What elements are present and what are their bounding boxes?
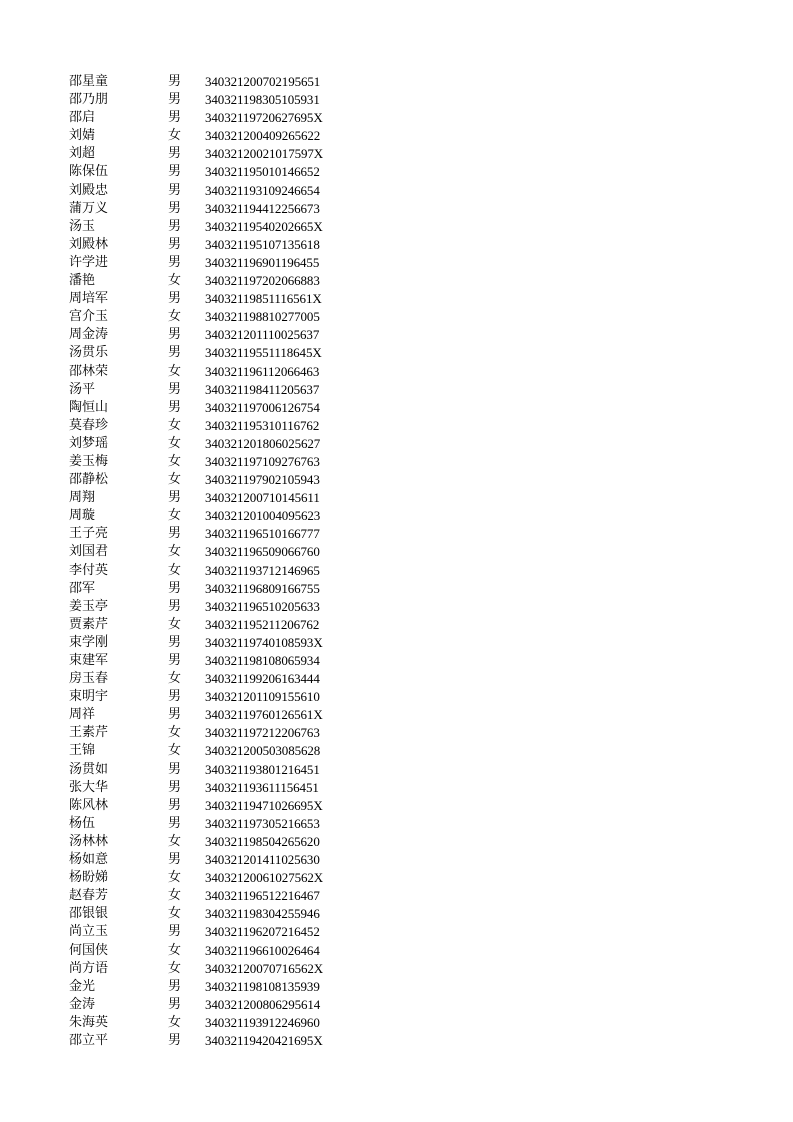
id-number-cell: 340321194412256673 <box>205 200 320 216</box>
id-number-cell: 340321193801216451 <box>205 761 320 777</box>
id-number-cell: 340321196112066463 <box>205 363 320 379</box>
table-row <box>0 688 793 706</box>
table-row <box>0 127 793 145</box>
table-row <box>0 109 793 127</box>
id-number-cell: 34032119540202665X <box>205 218 323 234</box>
name-cell: 刘国君 <box>69 544 109 560</box>
table-row <box>0 489 793 507</box>
name-cell: 陈保伍 <box>69 164 109 180</box>
table-row <box>0 761 793 779</box>
gender-cell: 女 <box>168 544 182 560</box>
table-row <box>0 453 793 471</box>
gender-cell: 女 <box>168 743 182 759</box>
gender-cell: 男 <box>168 490 182 506</box>
table-row <box>0 869 793 887</box>
name-cell: 李付英 <box>69 562 109 578</box>
gender-cell: 男 <box>168 236 182 252</box>
gender-cell: 女 <box>168 906 182 922</box>
gender-cell: 男 <box>168 797 182 813</box>
name-cell: 陈风林 <box>69 797 109 813</box>
table-row <box>0 525 793 543</box>
person-list <box>0 73 793 1050</box>
id-number-cell: 34032119471026695X <box>205 797 323 813</box>
gender-cell: 男 <box>168 761 182 777</box>
id-number-cell: 34032120061027562X <box>205 870 324 886</box>
gender-cell: 女 <box>168 833 182 849</box>
name-cell: 尚立玉 <box>69 924 109 940</box>
table-row <box>0 363 793 381</box>
id-number-cell: 340321196510166777 <box>205 526 320 542</box>
table-row <box>0 815 793 833</box>
gender-cell: 男 <box>168 653 182 668</box>
id-number-cell: 340321193611156451 <box>205 779 319 795</box>
gender-cell: 女 <box>168 870 182 886</box>
gender-cell: 女 <box>168 417 182 433</box>
name-cell: 周金涛 <box>69 327 109 343</box>
id-number-cell: 340321198504265620 <box>205 833 320 849</box>
name-cell: 杨如意 <box>69 852 109 868</box>
table-row <box>0 91 793 109</box>
id-number-cell: 340321197212206763 <box>205 725 320 741</box>
id-number-cell: 340321198304255946 <box>205 906 320 922</box>
id-number-cell: 340321196510205633 <box>205 598 320 614</box>
id-number-cell: 340321199206163444 <box>205 671 320 687</box>
id-number-cell: 340321200503085628 <box>205 743 321 759</box>
name-cell: 王素芹 <box>69 725 109 741</box>
name-cell: 邵林荣 <box>69 363 109 379</box>
name-cell: 潘艳 <box>69 273 96 289</box>
gender-cell: 男 <box>168 689 182 705</box>
table-row <box>0 399 793 417</box>
id-number-cell: 340321196512216467 <box>205 888 320 904</box>
id-number-cell: 340321197109276763 <box>205 453 320 469</box>
name-cell: 汤林林 <box>69 833 109 849</box>
gender-cell: 男 <box>168 526 182 542</box>
table-row <box>0 1032 793 1050</box>
id-number-cell: 340321201110025637 <box>205 327 320 343</box>
table-row <box>0 200 793 218</box>
gender-cell: 男 <box>168 254 182 270</box>
name-cell: 金涛 <box>69 996 96 1012</box>
gender-cell: 男 <box>168 852 182 868</box>
gender-cell: 男 <box>168 92 182 108</box>
name-cell: 宫介玉 <box>69 309 109 325</box>
name-cell: 贾素芹 <box>69 616 109 632</box>
name-cell: 刘殿林 <box>69 236 109 252</box>
id-number-cell: 34032119420421695X <box>205 1032 323 1048</box>
name-cell: 周璇 <box>69 508 96 524</box>
id-number-cell: 340321195310116762 <box>205 417 320 433</box>
gender-cell: 男 <box>168 634 182 650</box>
id-number-cell: 340321197305216653 <box>205 815 320 831</box>
table-row <box>0 960 793 978</box>
id-number-cell: 340321196809166755 <box>205 580 320 596</box>
id-number-cell: 340321193712146965 <box>205 562 320 578</box>
gender-cell: 女 <box>168 616 182 632</box>
gender-cell: 女 <box>168 508 182 524</box>
table-row <box>0 218 793 236</box>
table-row <box>0 471 793 489</box>
id-number-cell: 34032119740108593X <box>205 634 323 650</box>
name-cell: 赵春芳 <box>69 888 109 904</box>
id-number-cell: 340321195010146652 <box>205 164 320 180</box>
name-cell: 邵星童 <box>69 74 109 89</box>
id-number-cell: 340321198305105931 <box>205 92 320 108</box>
table-row <box>0 670 793 688</box>
gender-cell: 男 <box>168 779 182 795</box>
name-cell: 刘殿忠 <box>69 182 109 198</box>
id-number-cell: 340321201109155610 <box>205 689 320 705</box>
table-row <box>0 73 793 91</box>
table-row <box>0 344 793 362</box>
gender-cell: 男 <box>168 978 182 994</box>
table-row <box>0 1014 793 1032</box>
id-number-cell: 34032119760126561X <box>205 707 323 723</box>
name-cell: 周培军 <box>69 291 109 307</box>
name-cell: 朱海英 <box>69 1014 109 1030</box>
id-number-cell: 340321198108135939 <box>205 978 320 994</box>
table-row <box>0 562 793 580</box>
id-number-cell: 340321200702195651 <box>205 74 321 89</box>
gender-cell: 女 <box>168 942 182 958</box>
name-cell: 陶恒山 <box>69 399 109 415</box>
gender-cell: 女 <box>168 309 182 325</box>
gender-cell: 男 <box>168 74 182 89</box>
name-cell: 邵乃朋 <box>69 92 109 108</box>
name-cell: 何国侠 <box>69 942 109 958</box>
name-cell: 杨伍 <box>69 815 96 831</box>
name-cell: 莫春珍 <box>69 417 109 433</box>
table-row <box>0 724 793 742</box>
table-row <box>0 182 793 200</box>
table-row <box>0 381 793 399</box>
id-number-cell: 340321200710145611 <box>205 490 320 506</box>
table-row <box>0 978 793 996</box>
table-row <box>0 326 793 344</box>
name-cell: 许学进 <box>69 254 109 270</box>
table-row <box>0 254 793 272</box>
table-row <box>0 435 793 453</box>
gender-cell: 男 <box>168 815 182 831</box>
name-cell: 周祥 <box>69 707 96 723</box>
table-row <box>0 308 793 326</box>
table-row <box>0 905 793 923</box>
table-row <box>0 634 793 652</box>
table-row <box>0 290 793 308</box>
id-number-cell: 340321201411025630 <box>205 852 320 868</box>
id-number-cell: 340321198810277005 <box>205 309 320 325</box>
id-number-cell: 340321196610026464 <box>205 942 320 958</box>
table-row <box>0 616 793 634</box>
gender-cell: 男 <box>168 381 182 397</box>
gender-cell: 女 <box>168 888 182 904</box>
name-cell: 张大华 <box>69 779 109 795</box>
name-cell: 邵银银 <box>69 906 109 922</box>
gender-cell: 男 <box>168 1032 182 1048</box>
table-row <box>0 236 793 254</box>
name-cell: 周翔 <box>69 490 96 506</box>
table-row <box>0 417 793 435</box>
table-row <box>0 580 793 598</box>
gender-cell: 男 <box>168 146 182 162</box>
table-row <box>0 706 793 724</box>
name-cell: 刘超 <box>69 146 96 162</box>
id-number-cell: 340321197006126754 <box>205 399 320 415</box>
id-number-cell: 340321196901196455 <box>205 254 320 270</box>
gender-cell: 男 <box>168 924 182 940</box>
gender-cell: 男 <box>168 200 182 216</box>
table-row <box>0 145 793 163</box>
id-number-cell: 340321193109246654 <box>205 182 320 198</box>
name-cell: 邵静松 <box>69 472 109 488</box>
name-cell: 刘梦瑶 <box>69 435 109 451</box>
gender-cell: 女 <box>168 128 182 144</box>
id-number-cell: 340321196509066760 <box>205 544 320 560</box>
gender-cell: 男 <box>168 164 182 180</box>
gender-cell: 男 <box>168 996 182 1012</box>
table-row <box>0 996 793 1014</box>
name-cell: 汤玉 <box>69 218 96 234</box>
table-row <box>0 652 793 670</box>
id-number-cell: 34032120021017597X <box>205 146 324 162</box>
id-number-cell: 340321201806025627 <box>205 435 321 451</box>
gender-cell: 女 <box>168 671 182 687</box>
gender-cell: 男 <box>168 399 182 415</box>
name-cell: 汤贯乐 <box>69 345 109 361</box>
gender-cell: 女 <box>168 435 182 451</box>
name-cell: 王锦 <box>69 743 96 759</box>
gender-cell: 女 <box>168 273 182 289</box>
name-cell: 尚方语 <box>69 960 109 976</box>
name-cell: 汤贯如 <box>69 761 109 777</box>
id-number-cell: 340321200409265622 <box>205 128 321 144</box>
gender-cell: 男 <box>168 580 182 596</box>
table-row <box>0 272 793 290</box>
name-cell: 姜玉亭 <box>69 598 109 614</box>
id-number-cell: 340321195107135618 <box>205 236 320 252</box>
id-number-cell: 340321196207216452 <box>205 924 320 940</box>
name-cell: 束明宇 <box>69 689 109 705</box>
name-cell: 蒲万义 <box>69 200 109 216</box>
name-cell: 束建军 <box>69 653 109 668</box>
id-number-cell: 340321197902105943 <box>205 472 320 488</box>
name-cell: 姜玉梅 <box>69 453 109 469</box>
name-cell: 金光 <box>69 978 96 994</box>
id-number-cell: 340321200806295614 <box>205 996 321 1012</box>
table-row <box>0 923 793 941</box>
table-row <box>0 779 793 797</box>
id-number-cell: 340321198108065934 <box>205 653 320 668</box>
table-row <box>0 851 793 869</box>
name-cell: 邵军 <box>69 580 96 596</box>
gender-cell: 男 <box>168 182 182 198</box>
table-row <box>0 163 793 181</box>
name-cell: 汤平 <box>69 381 96 397</box>
id-number-cell: 34032120070716562X <box>205 960 324 976</box>
gender-cell: 男 <box>168 218 182 234</box>
table-row <box>0 887 793 905</box>
gender-cell: 男 <box>168 291 182 307</box>
table-row <box>0 598 793 616</box>
table-row <box>0 507 793 525</box>
gender-cell: 男 <box>168 345 182 361</box>
table-row <box>0 742 793 760</box>
name-cell: 刘婧 <box>69 128 96 144</box>
gender-cell: 男 <box>168 598 182 614</box>
table-row <box>0 543 793 561</box>
id-number-cell: 34032119551118645X <box>205 345 322 361</box>
id-number-cell: 34032119720627695X <box>205 110 323 126</box>
name-cell: 邵立平 <box>69 1032 109 1048</box>
id-number-cell: 340321193912246960 <box>205 1014 320 1030</box>
gender-cell: 女 <box>168 725 182 741</box>
name-cell: 束学刚 <box>69 634 109 650</box>
id-number-cell: 340321198411205637 <box>205 381 320 397</box>
gender-cell: 女 <box>168 562 182 578</box>
gender-cell: 女 <box>168 453 182 469</box>
gender-cell: 男 <box>168 110 182 126</box>
gender-cell: 男 <box>168 707 182 723</box>
id-number-cell: 34032119851116561X <box>205 291 322 307</box>
id-number-cell: 340321195211206762 <box>205 616 320 632</box>
name-cell: 邵启 <box>69 110 96 126</box>
table-row <box>0 942 793 960</box>
table-row <box>0 833 793 851</box>
name-cell: 房玉春 <box>69 671 109 687</box>
name-cell: 杨盼娣 <box>69 870 109 886</box>
id-number-cell: 340321201004095623 <box>205 508 321 524</box>
name-cell: 王子亮 <box>69 526 109 542</box>
gender-cell: 女 <box>168 363 182 379</box>
gender-cell: 男 <box>168 327 182 343</box>
id-number-cell: 340321197202066883 <box>205 273 320 289</box>
gender-cell: 女 <box>168 1014 182 1030</box>
gender-cell: 女 <box>168 472 182 488</box>
gender-cell: 女 <box>168 960 182 976</box>
table-row <box>0 797 793 815</box>
